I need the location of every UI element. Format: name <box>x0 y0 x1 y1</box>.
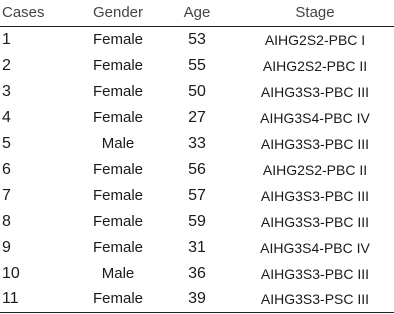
cell-gender: Female <box>92 239 144 256</box>
cell-age: 33 <box>188 135 206 152</box>
cell-gender: Female <box>92 109 144 126</box>
cell-stage: AIHG2S2-PBC II <box>262 162 368 178</box>
table-row <box>0 27 394 53</box>
cell-age: 39 <box>188 290 206 307</box>
cell-age: 59 <box>188 213 206 230</box>
cell-case: 8 <box>2 213 11 230</box>
header-stage: Stage <box>295 4 335 21</box>
header-age: Age <box>183 4 211 21</box>
table-row <box>0 79 394 105</box>
header-cases: Cases <box>2 4 45 21</box>
cell-case: 10 <box>2 265 20 282</box>
cell-case: 1 <box>2 31 11 48</box>
cell-gender: Female <box>92 83 144 100</box>
table-row <box>0 286 394 312</box>
cell-gender: Female <box>92 187 144 204</box>
cell-age: 57 <box>188 187 206 204</box>
table-row <box>0 105 394 131</box>
table-row <box>0 235 394 261</box>
cell-case: 2 <box>2 57 11 74</box>
cell-age: 53 <box>188 31 206 48</box>
cell-case: 11 <box>2 290 19 307</box>
cell-stage: AIHG2S2-PBC II <box>262 58 368 74</box>
cell-age: 50 <box>188 83 206 100</box>
cell-gender: Female <box>92 290 144 307</box>
table-row <box>0 53 394 79</box>
cell-stage: AIHG3S3-PSC III <box>260 291 370 307</box>
cell-stage: AIHG3S3-PBC III <box>260 84 370 100</box>
cell-gender: Male <box>101 135 135 152</box>
cell-case: 6 <box>2 161 11 178</box>
table-bottom-rule <box>0 312 394 313</box>
table-row <box>0 209 394 235</box>
cell-stage: AIHG2S2-PBC I <box>264 32 366 48</box>
table-header-row <box>0 0 394 26</box>
cell-case: 3 <box>2 83 11 100</box>
cell-case: 7 <box>2 187 11 204</box>
cell-stage: AIHG3S4-PBC IV <box>260 240 370 256</box>
cell-gender: Male <box>101 265 135 282</box>
cell-age: 31 <box>188 239 206 256</box>
cell-gender: Female <box>92 31 144 48</box>
cell-age: 27 <box>188 109 206 126</box>
table-row <box>0 131 394 157</box>
cell-stage: AIHG3S3-PBC III <box>260 266 370 282</box>
table-row <box>0 183 394 209</box>
cell-gender: Female <box>92 161 144 178</box>
cell-stage: AIHG3S3-PBC III <box>260 214 370 230</box>
cell-gender: Female <box>92 213 144 230</box>
cell-age: 55 <box>188 57 206 74</box>
table-row <box>0 157 394 183</box>
cell-stage: AIHG3S3-PBC III <box>260 136 370 152</box>
cell-stage: AIHG3S3-PBC III <box>260 188 370 204</box>
cell-case: 5 <box>2 135 11 152</box>
cell-case: 4 <box>2 109 11 126</box>
cell-gender: Female <box>92 57 144 74</box>
cell-stage: AIHG3S4-PBC IV <box>260 110 370 126</box>
header-gender: Gender <box>92 4 144 21</box>
table-row <box>0 261 394 287</box>
cell-age: 56 <box>188 161 206 178</box>
cell-case: 9 <box>2 239 11 256</box>
cell-age: 36 <box>188 265 206 282</box>
